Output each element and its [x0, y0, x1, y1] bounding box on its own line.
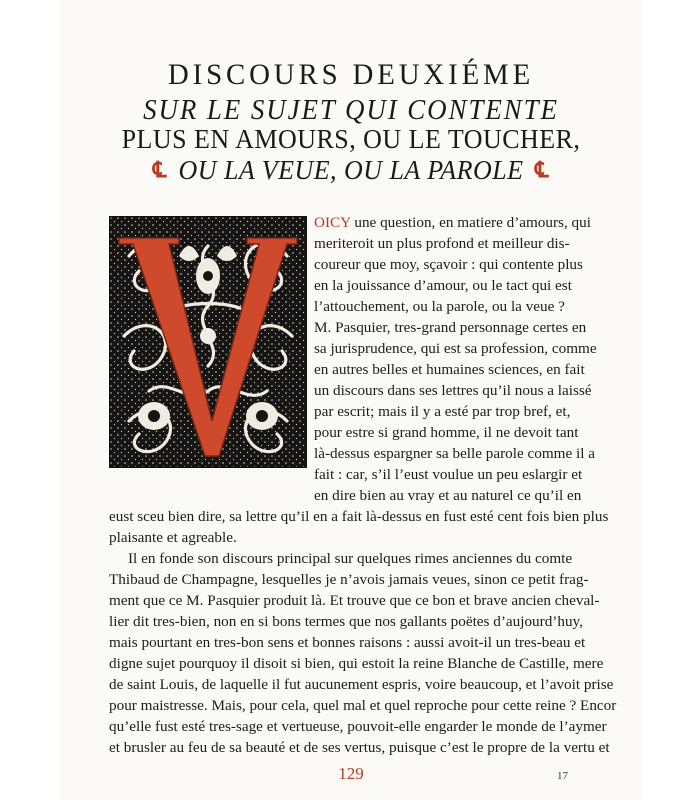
text-line-1-rest: une question, en matiere d’amours, qui [350, 214, 591, 231]
first-word: OICY [314, 214, 351, 231]
text-line-25: qu’elle fust esté tres-sage et vertueuse, pouvoit-elle engarder le monde de l’aymer [109, 718, 607, 735]
heading-line-3: PLUS EN AMOURS, OU LE TOUCHER, [121, 124, 581, 154]
text-line-13: fait : car, s’il l’eust voulue un peu eslargir et [314, 466, 583, 483]
heading-line-4 [71, 155, 631, 186]
text-line-19: ment que ce M. Pasquier produit là. Et trouve que ce bon et brave ancien cheval- [109, 592, 600, 609]
pilcrow-ornament-right: ℄ [535, 157, 550, 182]
text-line-10: par escrit; mais il y a esté par trop bref, et, [314, 403, 571, 420]
heading-line-4-text: OU LA VEUE, OU LA PAROLE [178, 155, 524, 185]
text-line-26: et brusler au feu de sa beauté et de ses vertus, puisque c’est le propre de la vertu et [109, 739, 610, 756]
text-line-20: lier dit tres-bien, non en si bons termes que nos gallants poëtes d’aujourd’huy, [109, 613, 583, 630]
text-line-7: sa jurisprudence, qui est sa profession, comme [314, 340, 597, 357]
text-line-18: Thibaud de Champagne, lesquelles je n’avois jamais veues, sinon ce petit frag- [109, 571, 589, 588]
signature-mark: 17 [557, 770, 568, 782]
text-line-22: digne sujet pourquoy il disoit si bien, qui estoit la reine Blanche de Castille, mere [109, 655, 604, 672]
text-line-12: là-dessus espargner sa belle parole comme il a [314, 445, 596, 462]
text-line-11: pour estre si grand homme, il ne devoit tant [314, 424, 579, 441]
text-line-3: coureur que moy, sçavoir : qui contente plus [314, 256, 583, 273]
text-line-16: plaisante et agreable. [109, 529, 237, 546]
text-line-9: un discours dans ses lettres qu’il nous a laissé [314, 382, 592, 399]
text-line-24: pour maistresse. Mais, pour cela, quel mal et quel reproche pour cette reine ? Encor [109, 697, 617, 714]
text-line-5: l’attouchement, ou la parole, ou la veue ? [314, 298, 565, 315]
text-line-21: mais pourtant en tres-bon sens et bonnes raisons : aussi avoit-il un tres-beau et [109, 634, 586, 651]
text-line-14: en dire bien au vray et au naturel ce qu’il en [314, 487, 582, 504]
text-line-1 [314, 213, 591, 233]
text-line-17: Il en fonde son discours principal sur quelques rimes anciennes du comte [128, 550, 573, 567]
ornamental-drop-cap [109, 216, 307, 468]
text-line-4: en la jouissance d’amour, ou le tact qui est [314, 277, 572, 294]
text-line-2: meriteroit un plus profond et meilleur dis- [314, 235, 570, 252]
book-page [60, 0, 642, 800]
text-line-23: de saint Louis, de laquelle il fut aucunement espris, voire beaucoup, et l’avoit prise [109, 676, 614, 693]
text-line-15: eust sceu bien dire, sa lettre qu’il en a fait là-dessus en fust esté cent fois bien plus [109, 508, 609, 525]
heading-line-1: DISCOURS DEUXIÉME [167, 58, 535, 91]
text-line-8: en autres belles et humaines sciences, en fait [314, 361, 585, 378]
page-number: 129 [338, 764, 364, 783]
pilcrow-ornament-left: ℄ [152, 157, 167, 182]
heading-line-2: SUR LE SUJET QUI CONTENTE [143, 95, 559, 126]
text-line-6: M. Pasquier, tres-grand personnage certes en [314, 319, 587, 336]
